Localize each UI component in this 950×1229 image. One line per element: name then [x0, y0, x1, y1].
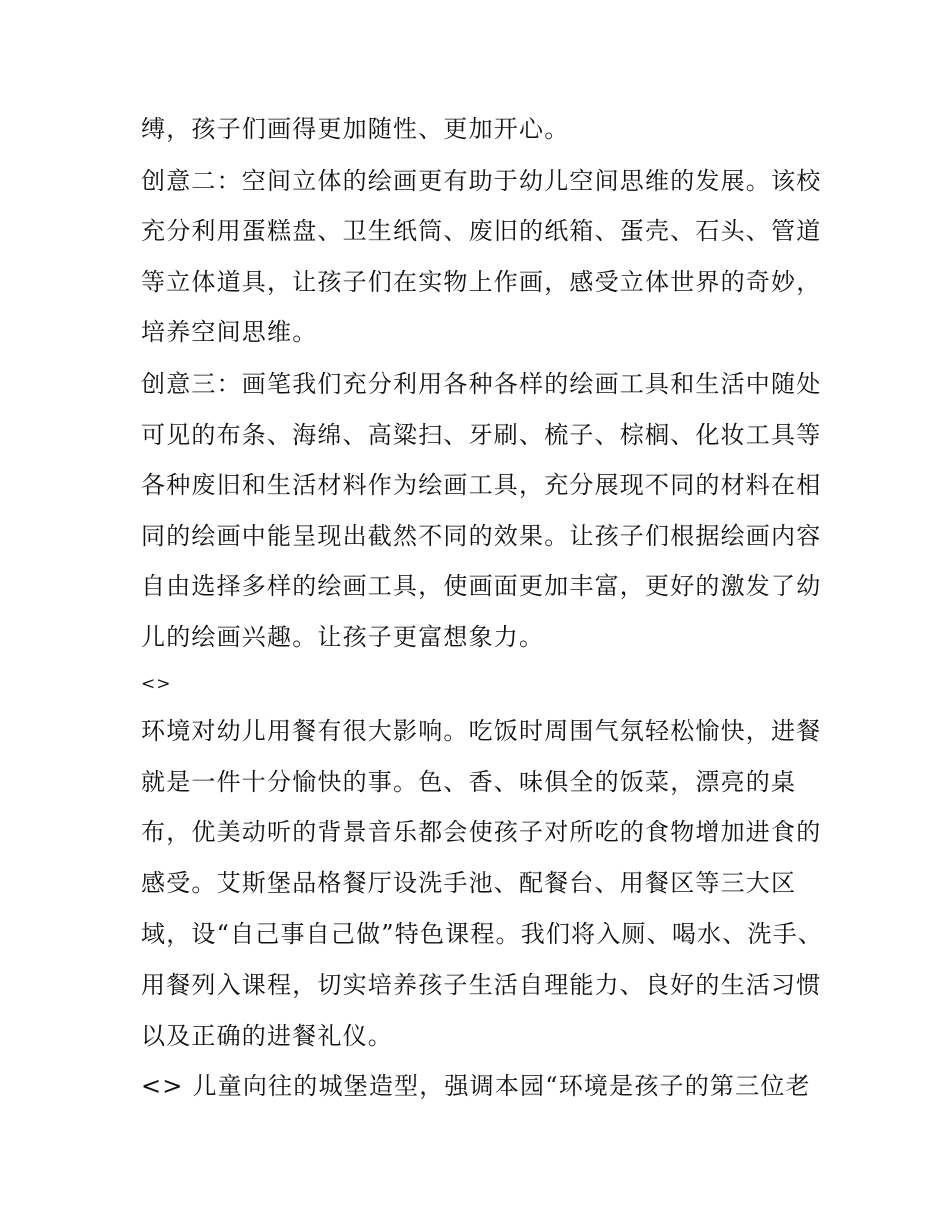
text-line: <> — [141, 674, 172, 694]
text-line: 环境对幼儿用餐有很大影响。吃饭时周围气氛轻松愉快，进餐 — [141, 717, 822, 745]
text-line: 创意二：空间立体的绘画更有助于幼儿空间思维的发展。该校 — [141, 167, 822, 195]
text-line: 自由选择多样的绘画工具，使画面更加丰富，更好的激发了幼 — [141, 572, 822, 600]
text-line: 域，设“自己事自己做”特色课程。我们将入厕、喝水、洗手、 — [141, 920, 824, 948]
text-line: 布，优美动听的背景音乐都会使孩子对所吃的食物增加进食的 — [141, 818, 822, 846]
text-line: <> 儿童向往的城堡造型，强调本园“环境是孩子的第三位老 — [141, 1072, 811, 1100]
text-line: 创意三：画笔我们充分利用各种各样的绘画工具和生活中随处 — [141, 370, 822, 398]
text-line: 充分利用蛋糕盘、卫生纸筒、废旧的纸箱、蛋壳、石头、管道 — [141, 217, 822, 245]
text-line: 等立体道具，让孩子们在实物上作画，感受立体世界的奇妙， — [141, 268, 822, 296]
text-line: 感受。艾斯堡品格餐厅设洗手池、配餐台、用餐区等三大区 — [141, 869, 797, 897]
text-line: 可见的布条、海绵、高粱扫、牙刷、梳子、棕榈、化妆工具等 — [141, 421, 822, 449]
text-line: 培养空间思维。 — [141, 318, 318, 346]
text-line: 用餐列入课程，切实培养孩子生活自理能力、良好的生活习惯 — [141, 971, 822, 999]
text-line: 缚，孩子们画得更加随性、更加开心。 — [141, 115, 570, 143]
text-line: 儿的绘画兴趣。让孩子更富想象力。 — [141, 623, 545, 651]
text-line: 就是一件十分愉快的事。色、香、味俱全的饭菜，漂亮的桌 — [141, 768, 797, 796]
text-line: 以及正确的进餐礼仪。 — [141, 1022, 393, 1050]
text-line: 同的绘画中能呈现出截然不同的效果。让孩子们根据绘画内容 — [141, 522, 822, 550]
text-line: 各种废旧和生活材料作为绘画工具，充分展现不同的材料在相 — [141, 471, 822, 499]
